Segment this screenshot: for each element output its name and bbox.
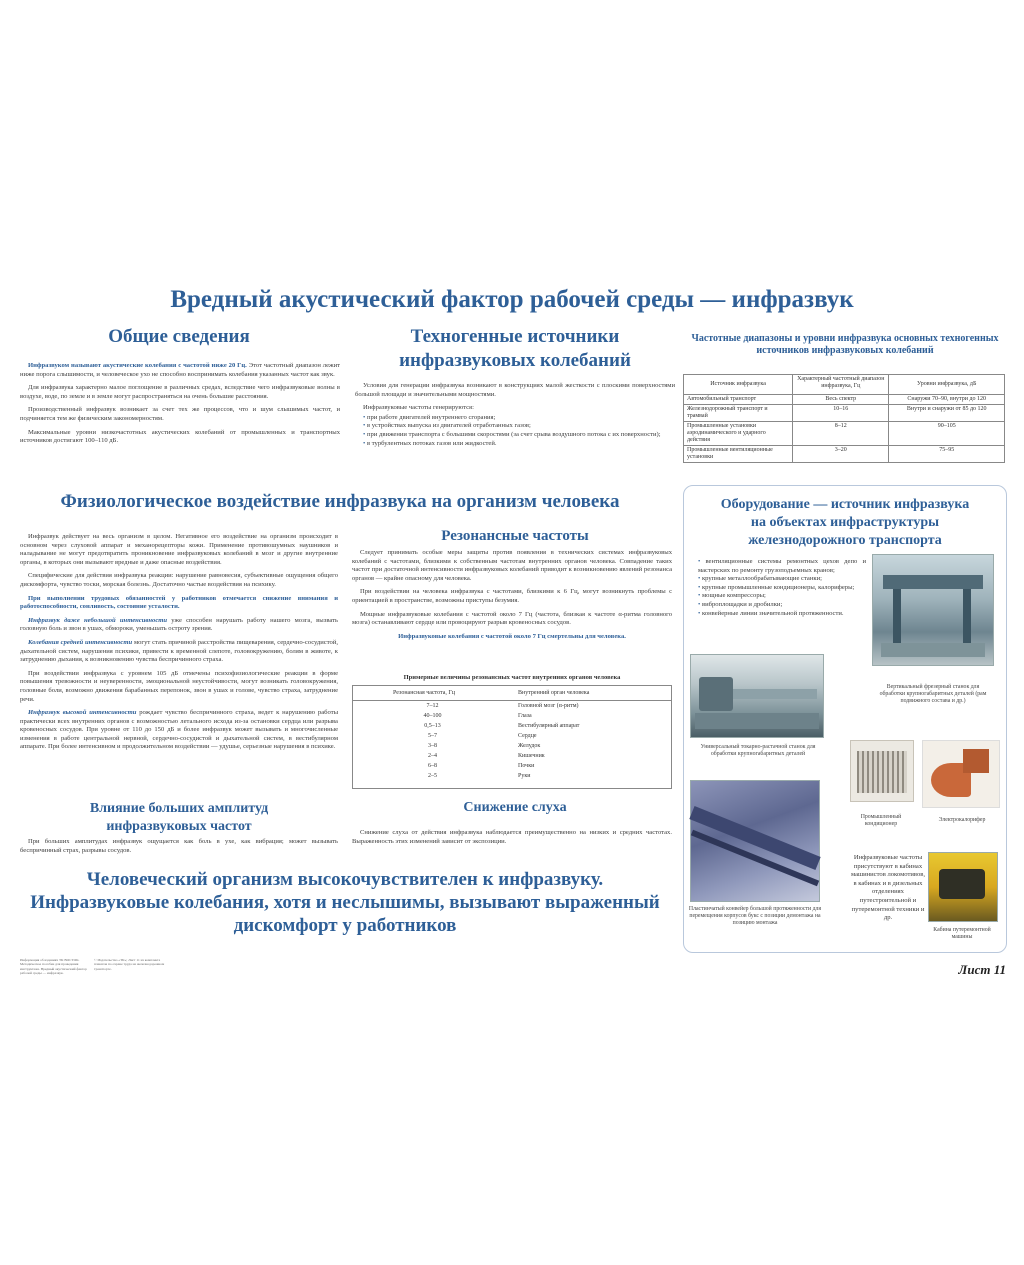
list-item: • при работе двигателей внутреннего сгорания; xyxy=(363,414,675,423)
table-row: Автомобильный транспорт Весь спектр Снаружи 70–90, внутри до 120 xyxy=(684,395,1005,405)
mill-caption: Вертикальный фрезерный станок для обработки крупногабаритных деталей (рам подвижного состава и др.) xyxy=(879,684,987,704)
physio-heading: Физиологическое воздействие инфразвука на организм человека xyxy=(60,491,620,512)
footer-info-1: Информация об изданиях ТК ВОСТОК. Методическое пособие для проведения инструктажа. Вредный акустический фактор рабочей среды — инфразвук. xyxy=(20,958,87,975)
list-item: • в турбулентных потоках газов или жидкостей. xyxy=(363,440,675,449)
sources-heading: Техногенные источники инфразвуковых колебаний xyxy=(399,326,631,371)
equipment-panel xyxy=(683,485,1007,953)
blower-caption: Электрокалорифер xyxy=(938,817,986,823)
general-lead: Инфразвуком называют акустические колебания с частотой ниже 20 Гц. xyxy=(28,362,247,369)
hearing-text: Снижение слуха от действия инфразвука наблюдается преимущественно на низких и средних частотах. Выраженность этих изменений зависит от экспозиции. xyxy=(352,829,672,845)
cabin-note: Инфразвуковые частоты присутствуют в кабинах машинистов локомотивов, в кабинах и в дизельных отделениях путестроительной и путеремонтной техники и др. xyxy=(850,854,926,922)
table-row: 6–8 Почки xyxy=(428,763,535,769)
list-item: • мощные компрессоры; xyxy=(698,592,866,601)
equipment-heading: Оборудование — источник инфразвука на объектах инфраструктуры железнодорожного транспорта xyxy=(720,497,970,548)
cabin-image xyxy=(928,852,998,922)
table-row: Промышленные установки аэродинамического и ударного действия 8–12 90–105 xyxy=(684,422,1005,446)
list-item: • конвейерные линии значительной протяженности. xyxy=(698,610,866,619)
table-row: Промышленные вентиляционные установки 3–20 75–95 xyxy=(684,446,1005,463)
conditioner-image xyxy=(850,740,914,802)
table-row: 2–4 Кишечник xyxy=(428,753,545,759)
amplitude-heading: Влияние больших амплитуд инфразвуковых частот xyxy=(89,801,269,834)
resonance-table: Резонансная частота, Гц Внутренний орган человека 7–12 Головной мозг (α-ритм) 40–100 Глаза 0,5–13 Вестибулярный аппарат 5–7 Сердце 3–8 Желудок 2–4 Кишечник 6–8 Почки 2–5 Руки xyxy=(352,685,672,789)
list-item: • крупные промышленные кондиционеры, калориферы; xyxy=(698,584,866,593)
list-item: • виброплощадки и дробилки; xyxy=(698,601,866,610)
footer-info-2: © Издательство «ТК»; Лист 11 из комплекта плакатов по охране труда на железнодорожном транспорте. xyxy=(94,958,165,971)
physio-text: Инфразвук действует на весь организм в целом. Негативное его воздействие на организм происходит в основном через слуховой аппарат и механорецепторы кожи. Применение противошумных наушников и наладывание не могут предотвратить проникновение инфразвуковых колебаний в мозг и другие внутренние органы, в которых они вызывают вредные и даже опасные воздействия. Специфические для действия инфразвука реакции: нарушение равновесия, субъективные ощущения общего дискомфорта, чувство тоски, морская болезнь. Достаточно частые воздействия на психику. При выполнении трудовых обязанностей у работников отмечается снижение внимания и работоспособности, сонливость, состояние усталости. Инфразвук даже небольшой интенсивности уже способен нарушать работу нашего мозга, вызвать головную боль и звон в ушах, обмороки, уменьшать остроту зрения. Колебания средней интенсивности могут стать причиной расстройства пищеварения, сердечно-сосудистой, дыхательной систем, нарушения психики, привести к временной слепоте, головокружению, болям в животе, к затруднению дыхания, к возникновению чувства беспричинного страха. При воздействии инфразвука с уровнем 105 дБ отмечены психофизиологические реакции в форме повышения тревожности и неуверенности, эмоциональной неустойчивости, могут возникать головокружения, головные боли, возможно движения барабанных перепонок, звон в ушах и голове, чувство страха, затруднение речи. Инфразвук высокой интенсивности рождает чувство беспричинного страха, ведет к нарушению работы практически всех внутренних органов с возможностью летального исхода из-за остановки сердца или разрыва кровеносных сосудов. При уровне от 110 до 150 дБ и более инфразвук может вызывать и многочисленные изменения в работе центральной нервной, сердечно-сосудистой и дыхательной систем, в вестибулярном аппарате. При более интенсивном и продолжительном воздействии — удушье, серьезные нарушения в психике. xyxy=(20,533,339,751)
lathe-machine-image xyxy=(690,654,824,738)
hearing-heading: Снижение слуха xyxy=(463,800,567,815)
table-row: 40–100 Глаза xyxy=(423,713,532,719)
page-title: Вредный акустический фактор рабочей среды — инфразвук xyxy=(170,286,854,313)
table-row: 7–12 Головной мозг (α-ритм) xyxy=(426,703,579,709)
table-row: 3–8 Желудок xyxy=(428,743,541,749)
lathe-caption: Универсальный токарно-растачной станок для обработки крупногабаритных деталей xyxy=(700,744,816,757)
conveyor-image xyxy=(690,780,820,902)
conditioner-caption: Промышленный кондиционер xyxy=(860,814,902,827)
general-text: Инфразвуком называют акустические колебания с частотой ниже 20 Гц. Этот частотный диапазон лежит ниже порога слышимости, и человеческое ухо не способно воспринимать колебания указанных частот как звук. Для инфразвука характерно малое поглощение в различных средах, вследствие чего инфразвуковые волны в воздухе, воде, по земле и в земле могут распространяться на очень большие расстояния. Производственный инфразвук возникает за счет тех же процессов, что и шум слышимых частот, и подчиняется тем же физическим закономерностям. Максимальные уровни низкочастотных акустических колебаний от промышленных и транспортных источников достигают 100–110 дБ. xyxy=(20,362,340,445)
amplitude-text: При больших амплитудах инфразвук ощущается как боль в ухе, как вибрация; может вызывать беспричинный страх, разрывы сосудов. xyxy=(20,838,338,854)
freq-table: Источник инфразвука Характерный частотный диапазон инфразвука, Гц Уровни инфразвука, дБ Автомобильный транспорт Весь спектр Снаружи 70–90, внутри до 120 Железнодорожный транспорт и трамвай 10–16 Внутри и снаружи от 85 до 120 Промышленные установки аэродинамического и ударного действия 8–12 90–105 Промышленные вентиляционные установки 3–20 75–95 xyxy=(683,374,1005,463)
freq-table-title: Частотные диапазоны и уровни инфразвука основных техногенных источников инфразвуковых колебаний xyxy=(691,333,999,356)
general-heading: Общие сведения xyxy=(108,326,250,347)
mill-machine-image xyxy=(872,554,994,666)
table-row: Железнодорожный транспорт и трамвай 10–16 Внутри и снаружи от 85 до 120 xyxy=(684,405,1005,422)
table-row: 5–7 Сердце xyxy=(428,733,537,739)
resonance-text: Следует принимать особые меры защиты против появления в технических системах инфразвуковых колебаний с частотами, близкими к собственным частотам внутренних органов человека. Совпадение таких частот при достаточной интенсивности инфразвуковых колебаний приводит к возникновению явлений резонанса органов — крайне опасному для человека. При воздействии на человека инфразвука с частотами, близкими к 6 Гц, могут возникнуть проблемы с ориентацией в пространстве, возможны приступы безумия. Мощные инфразвуковые колебания с частотой около 7 Гц (частота, близкая к частоте α-ритма головного мозга) останавливают сердце или провоцируют разрыв кровеносных сосудов. Инфразвуковые колебания с частотой около 7 Гц смертельны для человека. xyxy=(352,549,672,640)
conveyor-caption: Пластинчатый конвейер большой протяженности для перемещения корпусов букс с позиции демонтажа на позицию монтажа xyxy=(688,906,822,926)
table-row: 0,5–13 Вестибулярный аппарат xyxy=(424,723,580,729)
sources-text: Условия для генерации инфразвука возникают в конструкциях малой жесткости с плоскими поверхностями большой площади и значительными мощностями. Инфразвуковые частоты генерируются: • при работе двигателей внутреннего сгорания; • в устройствах выпуска из двигателей отработанных газов; • при движении транспорта с большими скоростями (за счет срыва воздушного потока с их поверхности); • в турбулентных потоках газов или жидкостей. xyxy=(355,382,675,448)
table-row: 2–5 Руки xyxy=(428,773,531,779)
list-item: • вентиляционные системы ремонтных цехов депо и мастерских по ремонту грузоподъемных кранов; xyxy=(698,558,866,575)
list-item: • при движении транспорта с большими скоростями (за счет срыва воздушного потока с их поверхности); xyxy=(363,431,675,440)
list-item: • крупные металлообрабатывающие станки; xyxy=(698,575,866,584)
equipment-list xyxy=(690,558,866,618)
resonance-heading: Резонансные частоты xyxy=(441,528,589,544)
blower-image xyxy=(922,740,1000,808)
bottom-statement: Человеческий организм высокочувствителен к инфразвуку. Инфразвуковые колебания, хотя и неслышимы, вызывают выраженный дискомфорт у работников xyxy=(30,869,660,936)
list-item: • в устройствах выпуска из двигателей отработанных газов; xyxy=(363,422,675,431)
cabin-caption: Кабина путеремонтной машины xyxy=(933,927,991,940)
resonance-table-title: Примерные величины резонансных частот внутренних органов человека xyxy=(403,674,621,681)
sheet-number: Лист 11 xyxy=(958,962,1006,977)
